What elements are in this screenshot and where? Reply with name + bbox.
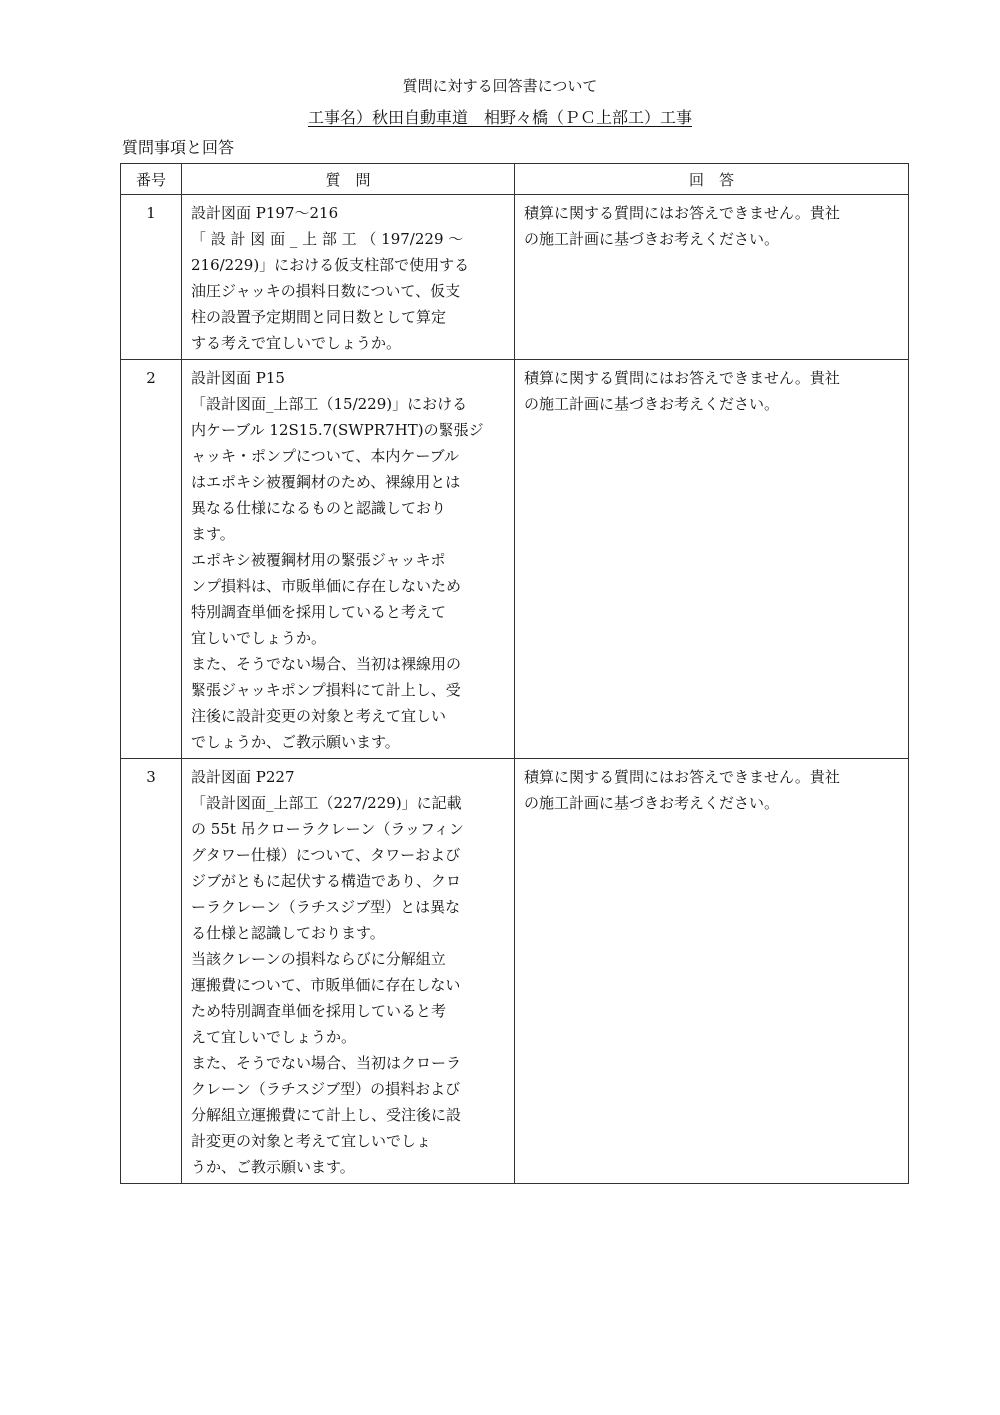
answer-line: の施工計画に基づきお考えください。	[524, 395, 780, 413]
question-line: の 55t 吊クローラクレーン（ラッフィン	[191, 820, 464, 838]
qa-table-body	[121, 195, 909, 1184]
question-line: ャッキ・ポンプについて、本内ケーブル	[191, 447, 460, 465]
answer-cell	[515, 360, 909, 759]
question-line: 異なる仕様になるものと認識しており	[191, 499, 447, 517]
question-line: また、そうでない場合、当初はクローラ	[191, 1054, 462, 1072]
question-line: 「設計図面_上部工（15/229)」における	[191, 395, 468, 413]
question-line: 特別調査単価を採用していると考えて	[191, 603, 447, 621]
question-line: 設計図面 P227	[191, 768, 295, 786]
question-line: 緊張ジャッキポンプ損料にて計上し、受	[191, 681, 461, 699]
row-number: 2	[121, 360, 182, 759]
project-name-text: 工事名）秋田自動車道 相野々橋（ＰＣ上部工）工事	[307, 108, 692, 127]
qa-table	[120, 163, 909, 1184]
page-title: 質問に対する回答書について	[402, 77, 598, 95]
question-cell	[182, 360, 515, 759]
answer-cell	[515, 195, 909, 360]
table-row	[121, 195, 909, 360]
question-line: クレーン（ラチスジブ型）の損料および	[191, 1080, 461, 1098]
question-line: 注後に設計変更の対象と考えて宜しい	[191, 707, 447, 725]
question-line: ため特別調査単価を採用していると考	[191, 1002, 447, 1020]
answer-line: 積算に関する質問にはお答えできません。貴社	[524, 369, 840, 387]
question-line: 計変更の対象と考えて宜しいでしょ	[191, 1132, 432, 1150]
column-header-answer: 回 答	[515, 164, 909, 195]
question-line: でしょうか、ご教示願います。	[191, 733, 400, 751]
question-line: 当該クレーンの損料ならびに分解組立	[191, 950, 446, 968]
section-label: 質問事項と回答	[122, 138, 235, 157]
question-line: 設計図面 P15	[191, 369, 285, 387]
answer-cell	[515, 759, 909, 1184]
column-header-question: 質 問	[182, 164, 515, 195]
answer-line: 積算に関する質問にはお答えできません。貴社	[524, 768, 840, 786]
question-line: 宜しいでしょうか。	[191, 629, 327, 647]
row-number: 1	[121, 195, 182, 360]
question-line: 分解組立運搬費にて計上し、受注後に設	[191, 1106, 462, 1124]
question-line: エポキシ被覆鋼材用の緊張ジャッキポ	[191, 551, 446, 569]
question-line: る仕様と認識しております。	[191, 924, 385, 942]
question-line: 「 設 計 図 面 _ 上 部 工 （ 197/229 ～	[191, 230, 464, 248]
question-line: ます。	[191, 525, 235, 543]
column-header-number: 番号	[121, 164, 182, 195]
question-line: ーラクレーン（ラチスジブ型）とは異な	[191, 898, 461, 916]
answer-line: の施工計画に基づきお考えください。	[524, 794, 780, 812]
answer-line: 積算に関する質問にはお答えできません。貴社	[524, 204, 840, 222]
question-line: はエポキシ被覆鋼材のため、裸線用とは	[191, 473, 461, 491]
question-line: ジブがともに起伏する構造であり、クロ	[191, 872, 462, 890]
question-line: また、そうでない場合、当初は裸線用の	[191, 655, 462, 673]
question-line: 「設計図面_上部工（227/229)」に記載	[191, 794, 462, 812]
question-line: 内ケーブル 12S15.7(SWPR7HT)の緊張ジ	[191, 421, 484, 439]
question-line: 柱の設置予定期間と同日数として算定	[191, 308, 447, 326]
question-line: うか、ご教示願います。	[191, 1158, 355, 1176]
question-cell	[182, 759, 515, 1184]
question-line: 設計図面 P197～216	[191, 204, 339, 222]
question-line: 油圧ジャッキの損料日数について、仮支	[191, 282, 461, 300]
question-line: 運搬費について、市販単価に存在しない	[191, 976, 461, 994]
question-line: えて宜しいでしょうか。	[191, 1028, 357, 1046]
question-line: グタワー仕様）について、タワーおよび	[191, 846, 461, 864]
answer-line: の施工計画に基づきお考えください。	[524, 230, 780, 248]
question-cell	[182, 195, 515, 360]
question-line: ンプ損料は、市販単価に存在しないため	[191, 577, 462, 595]
question-line: 216/229)」における仮支柱部で使用する	[191, 256, 470, 274]
project-name	[0, 107, 1000, 129]
table-row	[121, 759, 909, 1184]
question-line: する考えで宜しいでしょうか。	[191, 334, 402, 352]
row-number: 3	[121, 759, 182, 1184]
table-header-row	[121, 164, 909, 195]
table-row	[121, 360, 909, 759]
